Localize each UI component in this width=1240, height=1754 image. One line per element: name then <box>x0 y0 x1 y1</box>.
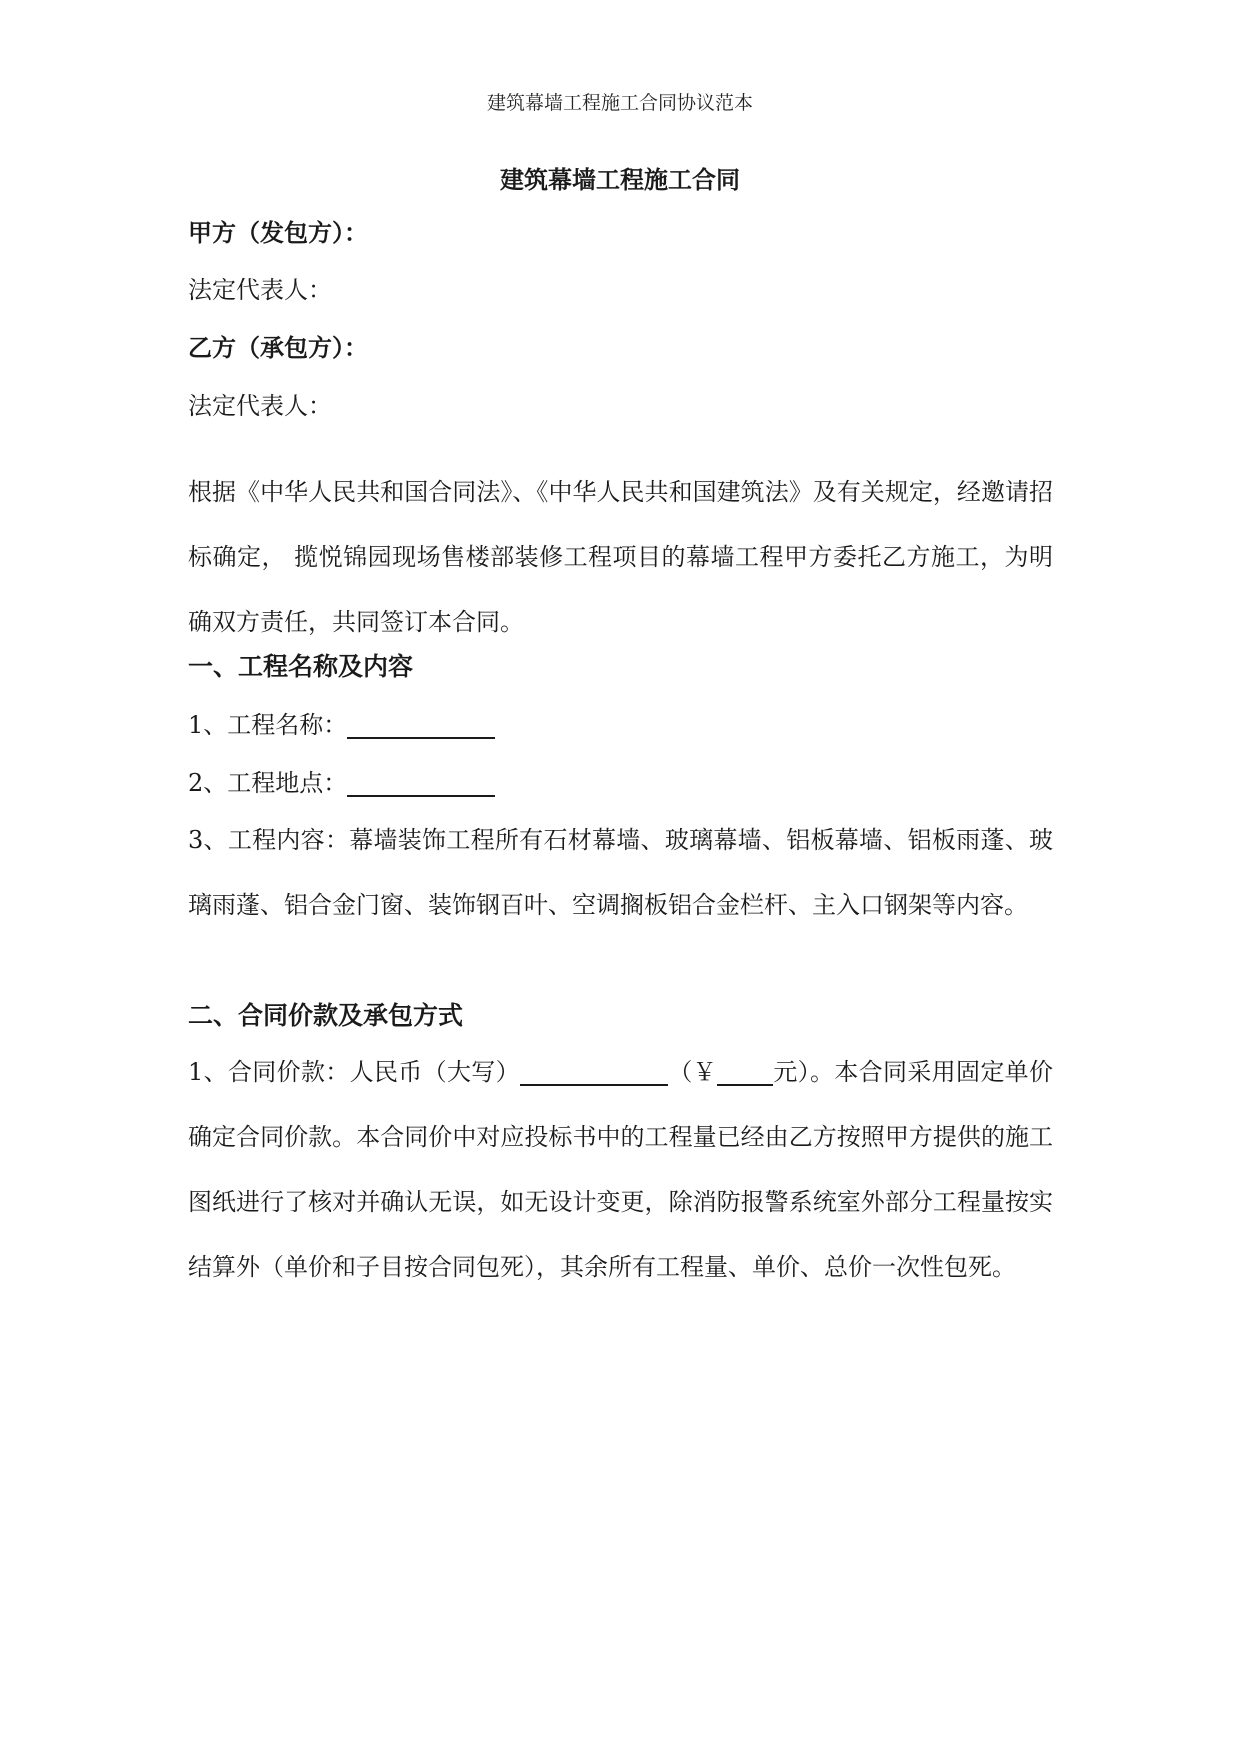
item-number: 1 <box>188 711 204 739</box>
price-currency-label: （￥ <box>667 1058 717 1086</box>
section-2-heading: 二、合同价款及承包方式 <box>188 1001 464 1030</box>
item-number: 3 <box>188 826 204 854</box>
project-location-item <box>188 765 495 801</box>
document-title: 建筑幕墙工程施工合同 <box>500 166 740 194</box>
project-name-item <box>188 707 495 743</box>
project-content-item <box>188 808 1053 938</box>
project-name-blank[interactable] <box>347 707 495 739</box>
project-location-label: 、工程地点： <box>203 769 348 797</box>
party-b-label: 乙方（承包方）： <box>188 334 368 362</box>
party-a-label: 甲方（发包方）： <box>188 219 368 247</box>
project-location-blank[interactable] <box>347 765 495 797</box>
item-number: 1 <box>188 1058 204 1086</box>
price-in-figures-blank[interactable] <box>717 1054 773 1086</box>
project-content-text: 、工程内容：幕墙装饰工程所有石材幕墙、玻璃幕墙、铝板幕墙、铝板雨蓬、玻璃雨蓬、铝合金门窗、装饰钢百叶、空调搁板铝合金栏杆、主入口钢架等内容。 <box>188 826 1053 919</box>
project-name-label: 、工程名称： <box>203 711 348 739</box>
price-in-words-blank[interactable] <box>520 1054 668 1086</box>
contract-price-item <box>188 1040 1053 1300</box>
section-1-heading: 一、工程名称及内容 <box>188 652 414 681</box>
contract-price-text: 元）。本合同采用固定单价确定合同价款。本合同价中对应投标书中的工程量已经由乙方按照甲方提供的施工图纸进行了核对并确认无误，如无设计变更，除消防报警系统室外部分工程量按实结算外（单价和子目按合同包死），其余所有工程量、单价、总价一次性包死。 <box>188 1058 1054 1281</box>
preamble-paragraph: 根据《中华人民共和国合同法》、《中华人民共和国建筑法》及有关规定，经邀请招标确定， 揽悦锦园现场售楼部装修工程项目的幕墙工程甲方委托乙方施工，为明确双方责任，共同签订本合同。 <box>188 478 1053 636</box>
contract-price-label: 、合同价款：人民币（大写） <box>203 1058 520 1086</box>
item-number: 2 <box>188 769 204 797</box>
party-b-representative: 法定代表人： <box>188 392 332 420</box>
party-a-representative: 法定代表人： <box>188 276 332 304</box>
header-note: 建筑幕墙工程施工合同协议范本 <box>486 92 753 114</box>
